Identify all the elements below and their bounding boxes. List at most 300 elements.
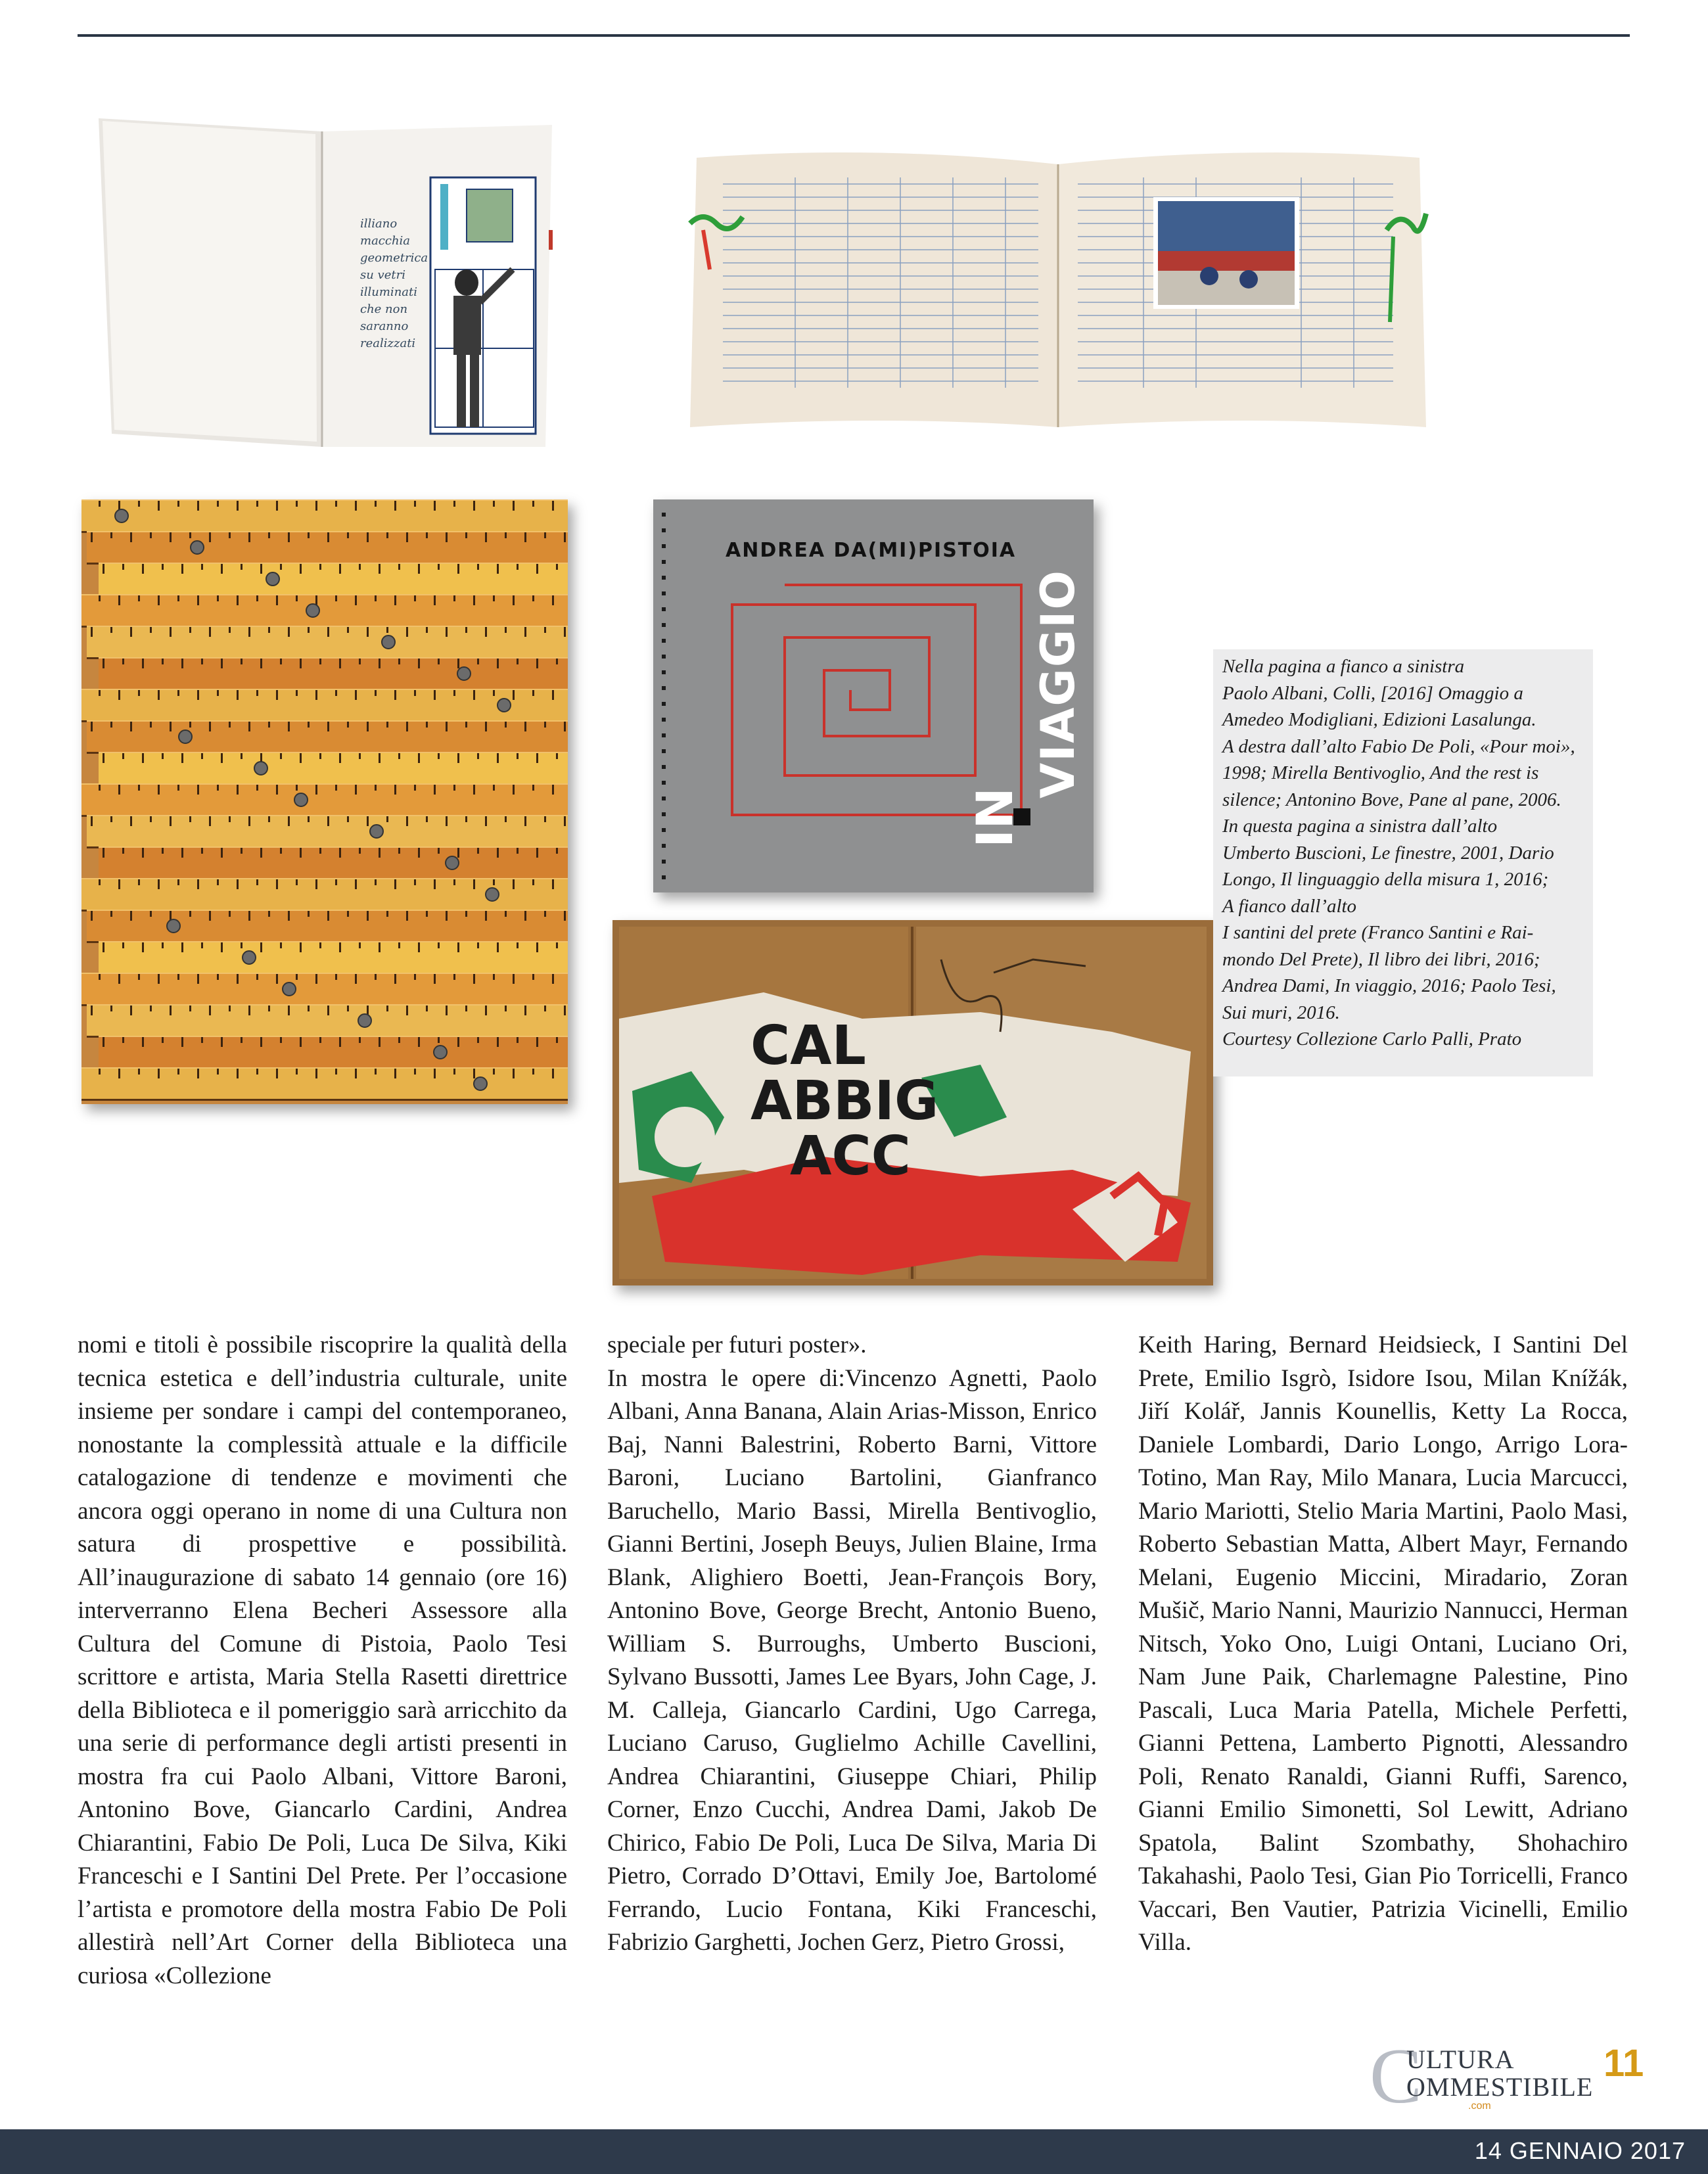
- ruler-tick: [544, 627, 546, 633]
- photo-collage: [612, 920, 1213, 1285]
- ruler-tick: [319, 848, 321, 854]
- ruler-tick: [347, 816, 349, 822]
- ruler-tick: [122, 848, 124, 854]
- ruler-tick: [347, 627, 349, 633]
- ruler-tick: [276, 879, 278, 889]
- handwriting-line: che non: [360, 302, 408, 316]
- ruler-tick: [453, 690, 455, 696]
- ruler-tick: [217, 690, 219, 696]
- ruler-rivet: [254, 761, 268, 775]
- ruler-tick: [99, 690, 101, 696]
- ruler-tick: [177, 501, 179, 507]
- ruler-tick: [158, 785, 160, 795]
- ruler-tick: [276, 1069, 278, 1078]
- ruler-tick: [221, 942, 223, 952]
- ruler-tick: [446, 722, 448, 731]
- logo-letter-c: C: [1370, 2032, 1423, 2119]
- ruler-tick: [453, 785, 455, 791]
- ruler-tick: [457, 753, 459, 763]
- ruler-rivet: [485, 887, 499, 902]
- ruler-tick: [493, 974, 495, 980]
- ruler-tick: [268, 532, 270, 538]
- ruler-tick: [564, 532, 566, 542]
- ruler-tick: [359, 942, 361, 948]
- ruler-tick: [355, 595, 357, 605]
- caption-line: Paolo Albani, Colli, [2016] Omaggio a: [1222, 682, 1523, 704]
- ruler-tick: [300, 942, 302, 952]
- ruler-tick: [241, 942, 242, 948]
- ruler-strip: [81, 878, 568, 912]
- ruler-tick: [524, 816, 526, 826]
- ruler-tick: [197, 785, 199, 795]
- ruler-tick: [438, 1037, 440, 1043]
- ruler-tick: [564, 627, 566, 637]
- ruler-tick: [103, 848, 104, 858]
- footer-bar: [0, 2129, 1708, 2174]
- ruler-tick: [327, 1006, 329, 1015]
- caption-line: A fianco dall’alto: [1222, 895, 1357, 917]
- ruler-tick: [544, 1006, 546, 1011]
- ruler-tick: [103, 1037, 104, 1047]
- ruler-tick: [386, 911, 388, 917]
- ruler-tick: [517, 753, 519, 759]
- ruler-tick: [473, 595, 475, 605]
- caption-line: Sui muri, 2016.: [1222, 1002, 1340, 1023]
- ruler-tick: [453, 1069, 455, 1075]
- ruler-tick: [505, 911, 507, 917]
- ruler-tick: [453, 879, 455, 885]
- ruler-tick: [138, 1069, 140, 1075]
- ruler-tick: [465, 627, 467, 633]
- ruler-tick: [524, 911, 526, 921]
- ruler-tick: [181, 1037, 183, 1047]
- ruler-tick: [477, 942, 479, 948]
- ruler-tick: [453, 974, 455, 980]
- ruler-tick: [130, 627, 132, 637]
- ruler-tick: [138, 879, 140, 885]
- ruler-tick: [158, 974, 160, 984]
- ruler-tick: [477, 1037, 479, 1043]
- ruler-tick: [276, 974, 278, 984]
- ruler-tick: [189, 816, 191, 822]
- ruler-tick: [386, 532, 388, 538]
- ruler-tick: [217, 595, 219, 601]
- handwriting-line: saranno: [360, 319, 409, 333]
- ruler-tick: [485, 627, 487, 637]
- ruler-tick: [414, 1069, 416, 1075]
- ruler-tick: [327, 816, 329, 826]
- logo-word-top: ULTURA: [1406, 2045, 1515, 2074]
- ruler-tick: [142, 564, 144, 574]
- ruler-tick: [260, 942, 262, 952]
- ruler-tick: [552, 1069, 554, 1078]
- ruler-tick: [99, 974, 101, 980]
- ruler-tick: [315, 785, 317, 795]
- ruler-tick: [438, 848, 440, 854]
- ruler-tick: [532, 879, 534, 885]
- ruler-tick: [513, 785, 515, 795]
- ruler-tick: [465, 911, 467, 917]
- ruler-tick: [375, 1069, 377, 1075]
- ruler-tick: [339, 659, 341, 668]
- ruler-tick: [201, 848, 203, 854]
- ruler-strip: [81, 594, 568, 628]
- caption-line: I santini del prete (Franco Santini e Rai-: [1222, 922, 1534, 943]
- ruler-tick: [418, 942, 420, 952]
- ruler-tick: [379, 1037, 381, 1047]
- ruler-tick: [142, 942, 144, 952]
- ruler-tick: [398, 1037, 400, 1043]
- ruler-tick: [414, 690, 416, 696]
- ruler-tick: [414, 595, 416, 601]
- caption-line: silence; Antonino Bove, Pane al pane, 2006.: [1222, 789, 1561, 810]
- ruler-tick: [394, 501, 396, 511]
- ruler-tick: [99, 785, 101, 791]
- ruler-tick: [556, 659, 558, 664]
- ruler-tick: [280, 848, 282, 854]
- caption-line: A destra dall’alto Fabio De Poli, «Pour moi»,: [1222, 735, 1575, 757]
- ruler-tick: [386, 816, 388, 822]
- ruler-tick: [256, 690, 258, 696]
- ruler-tick: [122, 1037, 124, 1043]
- ruler-tick: [122, 659, 124, 664]
- ruler-tick: [276, 785, 278, 795]
- ruler-rivet: [497, 698, 511, 712]
- ruler-tick: [497, 1037, 499, 1047]
- ruler-tick: [434, 501, 436, 511]
- ruler-rivet: [114, 509, 129, 523]
- ruler-tick: [485, 1006, 487, 1015]
- ruler-tick: [315, 879, 317, 889]
- ruler-tick: [201, 942, 203, 948]
- ruler-strip: [99, 846, 568, 880]
- ruler-tick: [256, 595, 258, 601]
- ruler-tick: [438, 659, 440, 664]
- ruler-tick: [524, 722, 526, 731]
- poster-line: CAL: [750, 1015, 866, 1077]
- ruler-tick: [386, 1006, 388, 1011]
- ruler-tick: [532, 1069, 534, 1075]
- issue-date: 14 GENNAIO 2017: [1474, 2137, 1686, 2164]
- ruler-tick: [315, 974, 317, 984]
- ruler-tick: [237, 501, 239, 511]
- ruler-tick: [453, 595, 455, 601]
- ruler-tick: [248, 722, 250, 731]
- ruler-tick: [162, 942, 164, 948]
- caption-line: Longo, Il linguaggio della misura 1, 2016;: [1222, 869, 1549, 890]
- ruler-tick: [536, 1037, 538, 1047]
- ruler-tick: [315, 501, 317, 511]
- ruler-rivet: [433, 1045, 448, 1059]
- ruler-tick: [296, 501, 298, 507]
- ruler-tick: [170, 627, 172, 637]
- caption-line: mondo Del Prete), Il libro dei libri, 2016;: [1222, 948, 1540, 970]
- ruler-tick: [217, 974, 219, 980]
- ruler-tick: [386, 627, 388, 633]
- ruler-tick: [359, 564, 361, 570]
- ruler-tick: [103, 942, 104, 952]
- ruler-tick: [209, 911, 211, 921]
- ruler-tick: [221, 1037, 223, 1047]
- ruler-tick: [355, 501, 357, 511]
- ruler-tick: [138, 974, 140, 980]
- ruler-tick: [497, 564, 499, 574]
- ruler-strip: [99, 563, 568, 596]
- ruler-tick: [162, 659, 164, 664]
- ruler-tick: [237, 595, 239, 605]
- caption-line: 1998; Mirella Bentivoglio, And the rest is: [1222, 762, 1539, 783]
- ruler-tick: [315, 690, 317, 700]
- ruler-tick: [493, 1069, 495, 1075]
- ruler-tick: [189, 911, 191, 917]
- body-paragraph: In mostra le opere di:Vincenzo Agnetti, Paolo Albani, Anna Banana, Alain Arias-Misson, Enrico Baj, Nanni Balestrini, Roberto Barni, Vittore Baroni, Luciano Bartolini, Gianfranco Baruchello, Mario Bassi, Mirella Bentivoglio, Gianni Bertini, Joseph Beuys, Julien Blaine, Irma Blank, Alighiero Boetti, Jean-François Bory, Antonino Bove, George Brecht, Antonio Bueno, William S. Burroughs, Umberto Buscioni, Sylvano Bussotti, James Lee Byars, John Cage, J. M. Calleja, Giancarlo Cardini, Ugo Carrega, Luciano Caruso, Guglielmo Achille Cavellini, Andrea Chiarantini, Giuseppe Chiari, Philip Corner, Enzo Cucchi, Andrea Dami, Jakob De Chirico, Fabio De Poli, Luca De Silva, Maria Di Pietro, Corrado D’Ottavi, Emily Joe, Bartolomé Ferrando, Lucio Fontana, Kiki Franceschi, Fabrizio Garghetti, Jochen Gerz, Pietro Grossi,: [607, 1364, 1097, 1956]
- ruler-rivet: [445, 856, 459, 870]
- ruler-tick: [465, 1006, 467, 1011]
- ruler-tick: [142, 659, 144, 668]
- ruler-tick: [394, 1069, 396, 1078]
- ruler-strip: [87, 531, 568, 565]
- ruler-tick: [434, 690, 436, 700]
- ruler-tick: [288, 1006, 290, 1015]
- ruler-tick: [536, 564, 538, 574]
- ruler-tick: [414, 785, 416, 791]
- ruler-tick: [426, 816, 428, 822]
- ruler-tick: [564, 911, 566, 921]
- ruler-tick: [375, 690, 377, 696]
- photo-ledger: [683, 145, 1433, 434]
- ruler-tick: [517, 564, 519, 570]
- ruler-tick: [177, 879, 179, 885]
- caption-line: Umberto Buscioni, Le finestre, 2001, Dario: [1222, 842, 1554, 864]
- ruler-tick: [556, 1037, 558, 1043]
- ruler-tick: [375, 501, 377, 507]
- ruler-tick: [339, 753, 341, 763]
- ruler-tick: [418, 753, 420, 763]
- ruler-strip: [87, 720, 568, 754]
- ruler-tick: [217, 1069, 219, 1075]
- ruler-tick: [110, 911, 112, 917]
- ruler-tick: [339, 564, 341, 574]
- handwriting-line: realizzati: [360, 336, 416, 350]
- ruler-tick: [465, 722, 467, 728]
- sketchbook-drawing: [99, 105, 559, 460]
- ruler-tick: [465, 532, 467, 538]
- ruler-tick: [162, 753, 164, 759]
- ruler-strip: [81, 1067, 568, 1101]
- ruler-tick: [296, 595, 298, 601]
- logo-domain: .com: [1468, 2100, 1491, 2112]
- ruler-tick: [118, 690, 120, 700]
- ruler-rivet: [166, 919, 181, 933]
- ruler-tick: [493, 879, 495, 885]
- ruler-strip: [81, 783, 568, 817]
- ruler-tick: [241, 564, 242, 570]
- ruler-tick: [150, 722, 152, 728]
- ruler-strip: [99, 941, 568, 975]
- ruler-tick: [406, 627, 408, 637]
- ruler-tick: [355, 690, 357, 700]
- ruler-tick: [418, 659, 420, 668]
- ruler-tick: [446, 627, 448, 637]
- ruler-tick: [170, 816, 172, 826]
- ruler-tick: [477, 848, 479, 854]
- ruler-tick: [485, 911, 487, 921]
- ruler-tick: [308, 911, 310, 917]
- ruler-tick: [457, 1037, 459, 1047]
- caption-line: Andrea Dami, In viaggio, 2016; Paolo Tesi,: [1222, 975, 1556, 996]
- ruler-tick: [197, 690, 199, 700]
- ruler-tick: [347, 1006, 349, 1011]
- collage-poster-text: [750, 1015, 939, 1188]
- ruler-tick: [241, 753, 242, 759]
- ruler-tick: [110, 1006, 112, 1011]
- ruler-tick: [517, 1037, 519, 1043]
- ruler-tick: [457, 564, 459, 574]
- cover-title: ANDREA DA(MI)PISTOIA: [726, 539, 1017, 562]
- ruler-tick: [426, 532, 428, 538]
- ruler-tick: [465, 816, 467, 822]
- ruler-tick: [359, 1037, 361, 1043]
- ruler-tick: [473, 501, 475, 511]
- ruler-tick: [552, 879, 554, 889]
- ruler-tick: [276, 595, 278, 605]
- ruler-tick: [256, 1069, 258, 1075]
- ruler-tick: [158, 501, 160, 511]
- ruler-tick: [248, 1006, 250, 1015]
- ruler-tick: [335, 501, 337, 507]
- ruler-tick: [260, 848, 262, 858]
- ruler-tick: [532, 690, 534, 696]
- ruler-tick: [130, 1006, 132, 1015]
- ruler-tick: [150, 911, 152, 917]
- ruler-tick: [209, 1006, 211, 1015]
- photo-in-viaggio: [653, 499, 1094, 892]
- ruler-tick: [158, 879, 160, 889]
- ruler-rivet: [265, 572, 280, 586]
- ruler-tick: [197, 1069, 199, 1078]
- ruler-strip: [81, 973, 568, 1006]
- ruler-tick: [150, 532, 152, 538]
- ruler-tick: [327, 532, 329, 542]
- handwriting-line: geometrica: [360, 251, 428, 265]
- ruler-rivet: [294, 793, 308, 807]
- ruler-tick: [280, 753, 282, 759]
- top-rule: [78, 34, 1630, 37]
- ruler-tick: [505, 722, 507, 728]
- ruler-tick: [103, 564, 104, 574]
- caption-line: Amedeo Modigliani, Edizioni Lasalunga.: [1222, 709, 1536, 730]
- ruler-tick: [394, 785, 396, 795]
- ruler-tick: [217, 785, 219, 791]
- ruler-tick: [375, 595, 377, 601]
- ruler-tick: [221, 753, 223, 763]
- ruler-tick: [248, 816, 250, 826]
- ruler-tick: [288, 911, 290, 921]
- ruler-tick: [308, 532, 310, 538]
- ruler-tick: [335, 690, 337, 696]
- ruler-tick: [438, 753, 440, 759]
- ruler-tick: [118, 1069, 120, 1078]
- ruler-tick: [217, 501, 219, 507]
- ruler-tick: [513, 1069, 515, 1078]
- caption-line: Nella pagina a fianco a sinistra: [1222, 656, 1465, 677]
- ruler-tick: [406, 532, 408, 542]
- ruler-tick: [229, 627, 231, 633]
- ruler-tick: [248, 627, 250, 637]
- ruler-tick: [355, 879, 357, 889]
- ruler-tick: [418, 564, 420, 574]
- ledger-drawing: [683, 145, 1433, 434]
- ruler-tick: [118, 974, 120, 984]
- ruler-tick: [201, 1037, 203, 1043]
- ruler-tick: [426, 722, 428, 728]
- ruler-tick: [130, 722, 132, 731]
- ruler-tick: [457, 942, 459, 952]
- ruler-tick: [162, 848, 164, 854]
- ruler-tick: [544, 722, 546, 728]
- ruler-strip: [87, 626, 568, 659]
- ruler-tick: [398, 848, 400, 854]
- cover-word-viaggio: VIAGGIO: [1031, 569, 1085, 798]
- ruler-tick: [406, 816, 408, 826]
- ruler-tick: [375, 785, 377, 791]
- ruler-tick: [91, 627, 93, 637]
- ruler-tick: [229, 532, 231, 538]
- ruler-tick: [296, 690, 298, 696]
- ruler-tick: [209, 722, 211, 731]
- ruler-tick: [300, 753, 302, 763]
- logo-word-bottom: OMMESTIBILE: [1406, 2072, 1594, 2102]
- ruler-tick: [446, 1006, 448, 1015]
- ruler-tick: [237, 974, 239, 984]
- ruler-tick: [268, 1006, 270, 1011]
- ruler-strip: [87, 910, 568, 943]
- ruler-tick: [201, 659, 203, 664]
- ruler-tick: [138, 501, 140, 507]
- ruler-rivet: [306, 603, 320, 618]
- ruler-tick: [296, 1069, 298, 1075]
- ruler-tick: [248, 911, 250, 921]
- ruler-tick: [280, 1037, 282, 1043]
- ruler-tick: [110, 627, 112, 633]
- ruler-tick: [162, 564, 164, 570]
- ruler-tick: [355, 974, 357, 984]
- ruler-tick: [280, 659, 282, 664]
- ruler-tick: [189, 722, 191, 728]
- ruler-strip: [87, 815, 568, 848]
- body-paragraph: Keith Haring, Bernard Heidsieck, I Santini Del Prete, Emilio Isgrò, Isidore Isou, Milan Knížák, Jiří Kolář, Jannis Kounellis, Ketty La Rocca, Daniele Lombardi, Dario Longo, Arrigo Lora-Totino, Man Ray, Milo Manara, Lucia Marcucci, Mario Mariotti, Stelio Maria Martini, Paolo Masi, Roberto Sebastian Matta, Albert Mayr, Fernando Melani, Eugenio Miccini, Miradario, Zoran Mušič, Mario Nanni, Maurizio Nannucci, Herman Nitsch, Yoko Ono, Luigi Ontani, Luciano Ori, Nam June Paik, Charlemagne Palestine, Pino Pascali, Luca Maria Patella, Michele Perfetti, Gianni Pettena, Lamberto Pignotti, Alessandro Poli, Renato Ranaldi, Gianni Ruffi, Sarenco, Gianni Emilio Simonetti, Sol Lewitt, Adriano Spatola, Balint Szombathy, Shohachiro Takahashi, Paolo Tesi, Gian Pio Torricelli, Franco Vaccari, Ben Vautier, Patrizia Vicinelli, Emilio Villa.: [1138, 1331, 1628, 1956]
- ruler-tick: [241, 659, 242, 664]
- body-paragraph: nomi e titoli è possibile riscoprire la qualità della tecnica estetica e dell’industria culturale, unite insieme per sondare i campi del contemporaneo, nonostante la complessità attuale e la difficile catalogazione di tendenze e movimenti che ancora oggi operano in nome di una Cultura non satura di prospettive e possibilità. All’inaugurazione di sabato 14 gennaio (ore 16) interverranno Elena Becheri Assessore alla Cultura del Comune di Pistoia, Paolo Tesi scrittore e artista, Maria Stella Rasetti direttrice della Biblioteca e il pomeriggio sarà arricchito da una serie di performance degli artisti presenti in mostra fra cui Paolo Albani, Vittore Baroni, Antonino Bove, Giancarlo Cardini, Andrea Chiarantini, Fabio De Poli, Luca De Silva, Kiki Franceschi e I Santini Del Prete. Per l’occasione l’artista e promotore della mostra Fabio De Poli allestirà nell’Art Corner della Biblioteca una curiosa «Collezione: [78, 1331, 567, 1989]
- ruler-tick: [327, 722, 329, 731]
- handwriting-line: illiano: [360, 217, 398, 231]
- ruler-tick: [477, 564, 479, 570]
- body-paragraph: speciale per futuri poster».: [607, 1331, 867, 1358]
- ruler-tick: [189, 627, 191, 633]
- ruler-tick: [237, 1069, 239, 1078]
- ruler-tick: [457, 848, 459, 858]
- ruler-tick: [217, 879, 219, 885]
- ruler-tick: [221, 564, 223, 574]
- ruler-tick: [229, 911, 231, 917]
- ruler-tick: [485, 816, 487, 826]
- ruler-tick: [414, 501, 416, 507]
- ruler-strip: [99, 1036, 568, 1069]
- ruler-tick: [517, 659, 519, 664]
- ruler-rivet: [358, 1013, 372, 1028]
- ruler-tick: [497, 942, 499, 952]
- ruler-tick: [446, 532, 448, 542]
